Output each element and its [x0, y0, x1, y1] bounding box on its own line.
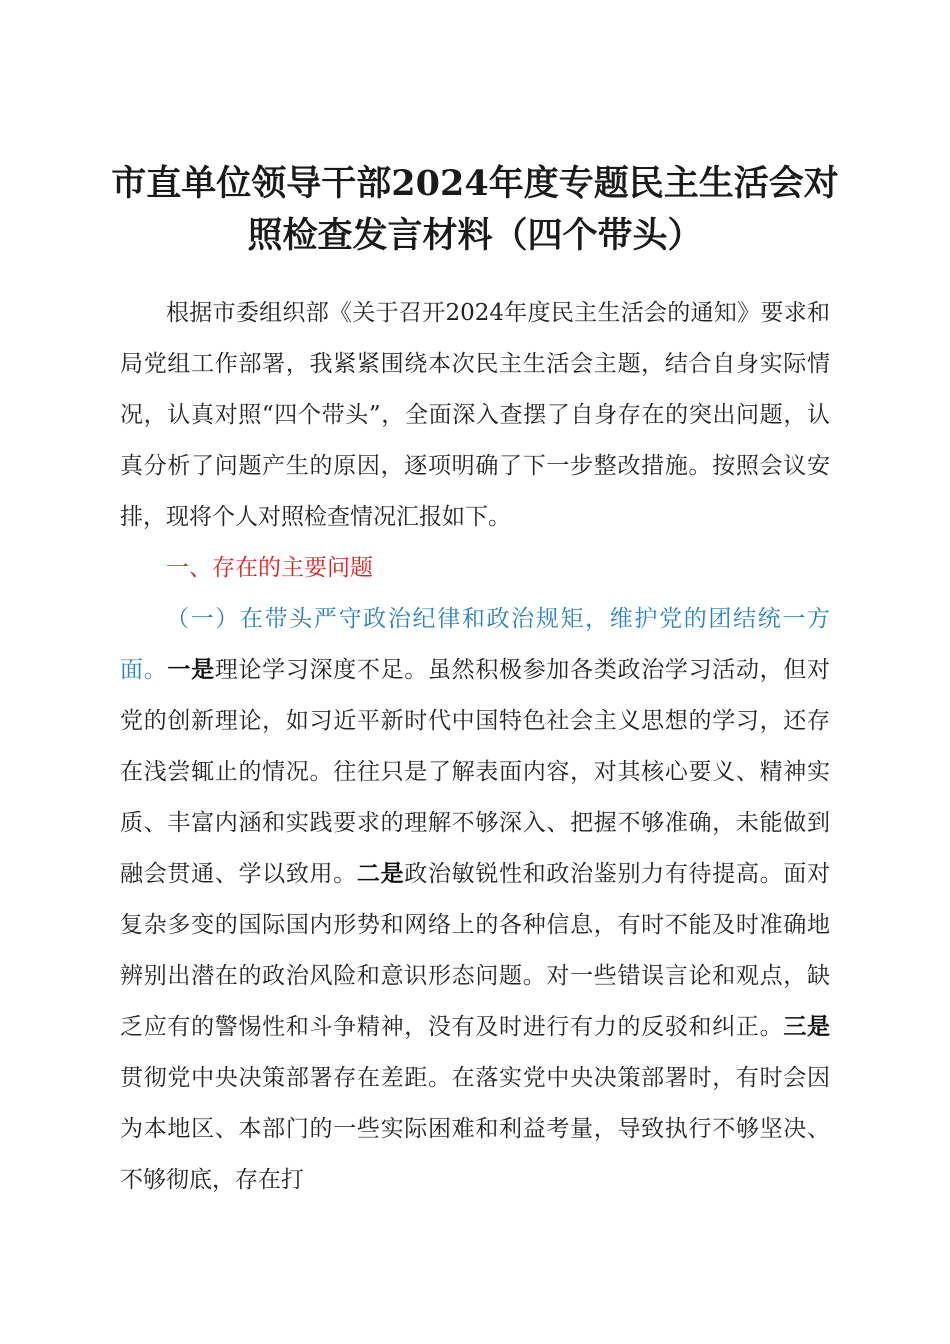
point-2-lead: 二是	[356, 861, 405, 887]
document-title	[95, 158, 855, 262]
subsection-paragraph	[120, 594, 830, 1206]
point-3-text: 贯彻党中央决策部署存在差距。在落实党中央决策部署时，有时会因为本地区、本部门的一些实际困难和利益考量，导致执行不够坚决、不够彻底，存在打	[120, 1065, 830, 1193]
intro-paragraph: 根据市委组织部《关于召开2024年度民主生活会的通知》要求和局党组工作部署，我紧紧围绕本次民主生活会主题，结合自身实际情况，认真对照“四个带头”，全面深入查摆了自身存在的突出问题，认真分析了问题产生的原因，逐项明确了下一步整改措施。按照会议安排，现将个人对照检查情况汇报如下。	[120, 300, 830, 530]
point-1-lead: 一是	[167, 657, 215, 683]
point-2-text: 政治敏锐性和政治鉴别力有待提高。面对复杂多变的国际国内形势和网络上的各种信息，有时不能及时准确地辨别出潜在的政治风险和意识形态问题。对一些错误言论和观点，缺乏应有的警惕性和斗争精神，没有及时进行有力的反驳和纠正。	[120, 861, 831, 1040]
title-line-1: 市直单位领导干部2024年度专题民主生活会对	[111, 163, 839, 204]
subsection-heading: （一）在带头严守政治纪律和政治规矩，维护党的团结统一方面。	[120, 606, 830, 683]
point-3-lead: 三是	[783, 1014, 831, 1040]
document-body	[120, 288, 830, 1206]
section-heading: 一、存在的主要问题	[166, 555, 373, 581]
point-1-text: 理论学习深度不足。虽然积极参加各类政治学习活动，但对党的创新理论，如习近平新时代中国特色社会主义思想的学习，还存在浅尝辄止的情况。往往只是了解表面内容，对其核心要义、精神实质、丰富内涵和实践要求的理解不够深入、把握不够准确，未能做到融会贯通、学以致用。	[120, 657, 831, 887]
title-line-2: 照检查发言材料（四个带头）	[247, 215, 703, 256]
